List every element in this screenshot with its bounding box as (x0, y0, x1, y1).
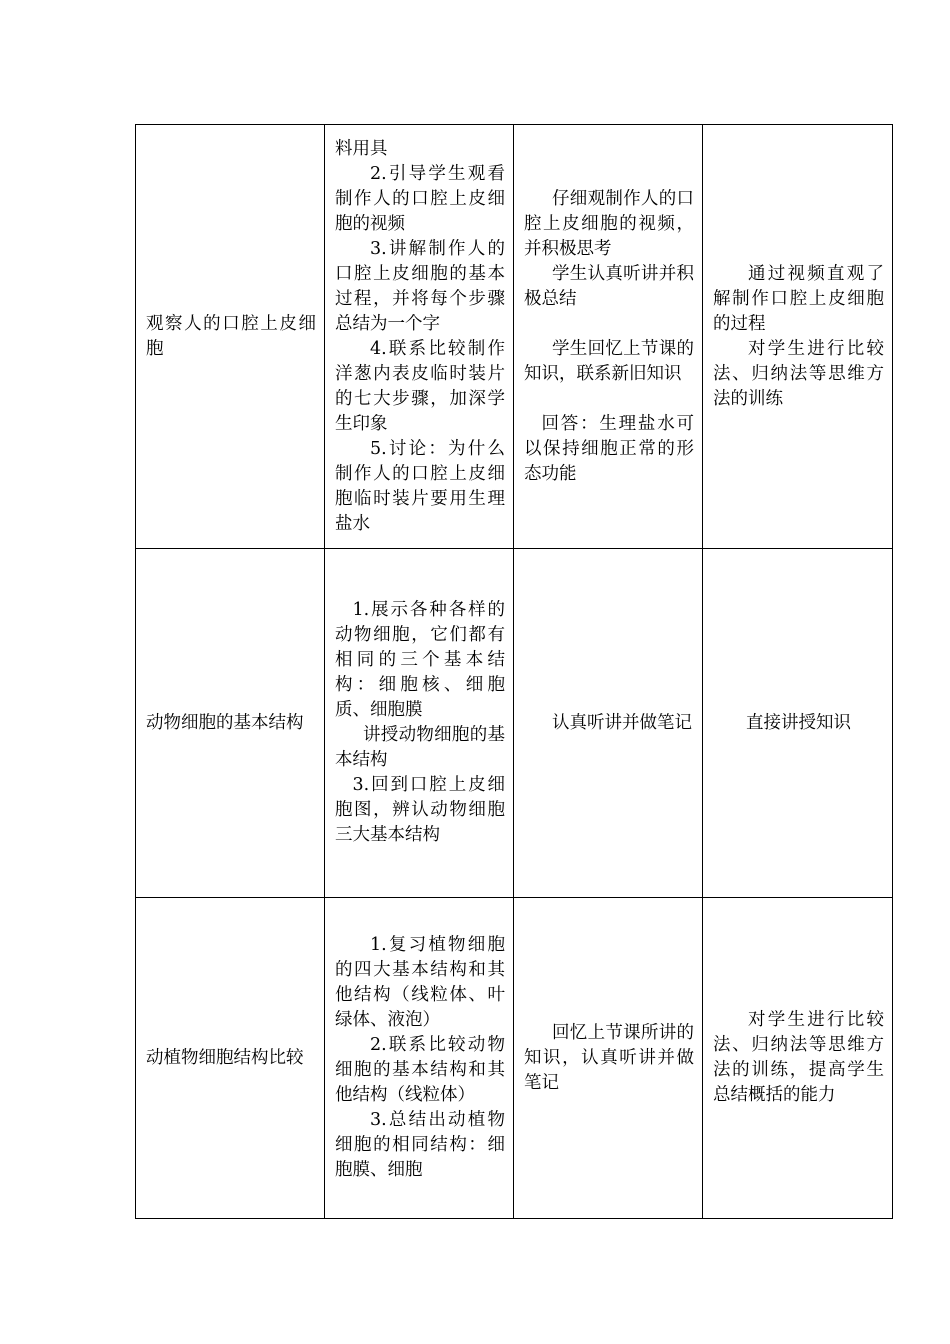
topic-cell (136, 549, 325, 898)
student-paragraph: 学生认真听讲并积极总结 (524, 263, 694, 309)
student-paragraph: 认真听讲并做笔记 (552, 712, 692, 733)
topic-cell (136, 898, 325, 1219)
student-paragraph: 回忆上节课所讲的知识，认真听讲并做笔记 (524, 1022, 694, 1093)
teacher-paragraph: 3.回到口腔上皮细胞图，辨认动物细胞三大基本结构 (335, 775, 505, 845)
topic-cell (136, 125, 325, 549)
student-activity-cell (514, 898, 703, 1219)
teacher-paragraph: 2.联系比较动物细胞的基本结构和其他结构（线粒体） (335, 1035, 505, 1105)
table-row (136, 125, 893, 549)
teacher-paragraph: 1.复习植物细胞的四大基本结构和其他结构（线粒体、叶绿体、液泡） (335, 935, 505, 1030)
teacher-paragraph: 2.引导学生观看制作人的口腔上皮细胞的视频 (335, 163, 505, 234)
table-row (136, 549, 893, 898)
design-intent-cell (703, 549, 893, 898)
topic-text: 动植物细胞结构比较 (146, 1047, 304, 1068)
teacher-paragraph: 4.联系比较制作洋葱内表皮临时装片的七大步骤，加深学生印象 (335, 338, 505, 434)
intent-paragraph: 对学生进行比较法、归纳法等思维方法的训练 (713, 338, 884, 409)
teacher-paragraph: 3.总结出动植物细胞的相同结构：细胞膜、细胞 (335, 1110, 505, 1180)
teacher-paragraph: 5.讨论：为什么制作人的口腔上皮细胞临时装片要用生理盐水 (335, 438, 505, 534)
teacher-activity-cell (325, 898, 514, 1219)
topic-text: 动物细胞的基本结构 (146, 712, 304, 733)
lesson-plan-table (135, 124, 893, 1219)
spacer (524, 387, 694, 412)
intent-paragraph: 通过视频直观了解制作口腔上皮细胞的过程 (713, 263, 884, 334)
table-row (136, 898, 893, 1219)
student-paragraph: 回答：生理盐水可以保持细胞正常的形态功能 (524, 413, 694, 484)
design-intent-cell (703, 898, 893, 1219)
student-paragraph: 仔细观制作人的口腔上皮细胞的视频，并积极思考 (524, 188, 694, 259)
teacher-paragraph: 1.展示各种各样的动物细胞，它们都有相同的三个基本结构：细胞核、细胞质、细胞膜 (335, 600, 505, 720)
intent-paragraph: 对学生进行比较法、归纳法等思维方法的训练，提高学生总结概括的能力 (713, 1010, 884, 1105)
student-activity-cell (514, 549, 703, 898)
intent-paragraph: 直接讲授知识 (746, 712, 851, 733)
student-paragraph: 学生回忆上节课的知识，联系新旧知识 (524, 338, 694, 384)
spacer (524, 312, 694, 337)
student-activity-cell (514, 125, 703, 549)
teacher-activity-cell (325, 549, 514, 898)
teacher-activity-cell (325, 125, 514, 549)
teacher-paragraph: 讲授动物细胞的基本结构 (335, 725, 505, 770)
topic-text: 观察人的口腔上皮细胞 (146, 313, 316, 359)
teacher-paragraph: 3.讲解制作人的口腔上皮细胞的基本过程，并将每个步骤总结为一个字 (335, 238, 505, 334)
design-intent-cell (703, 125, 893, 549)
teacher-paragraph: 料用具 (335, 138, 388, 159)
